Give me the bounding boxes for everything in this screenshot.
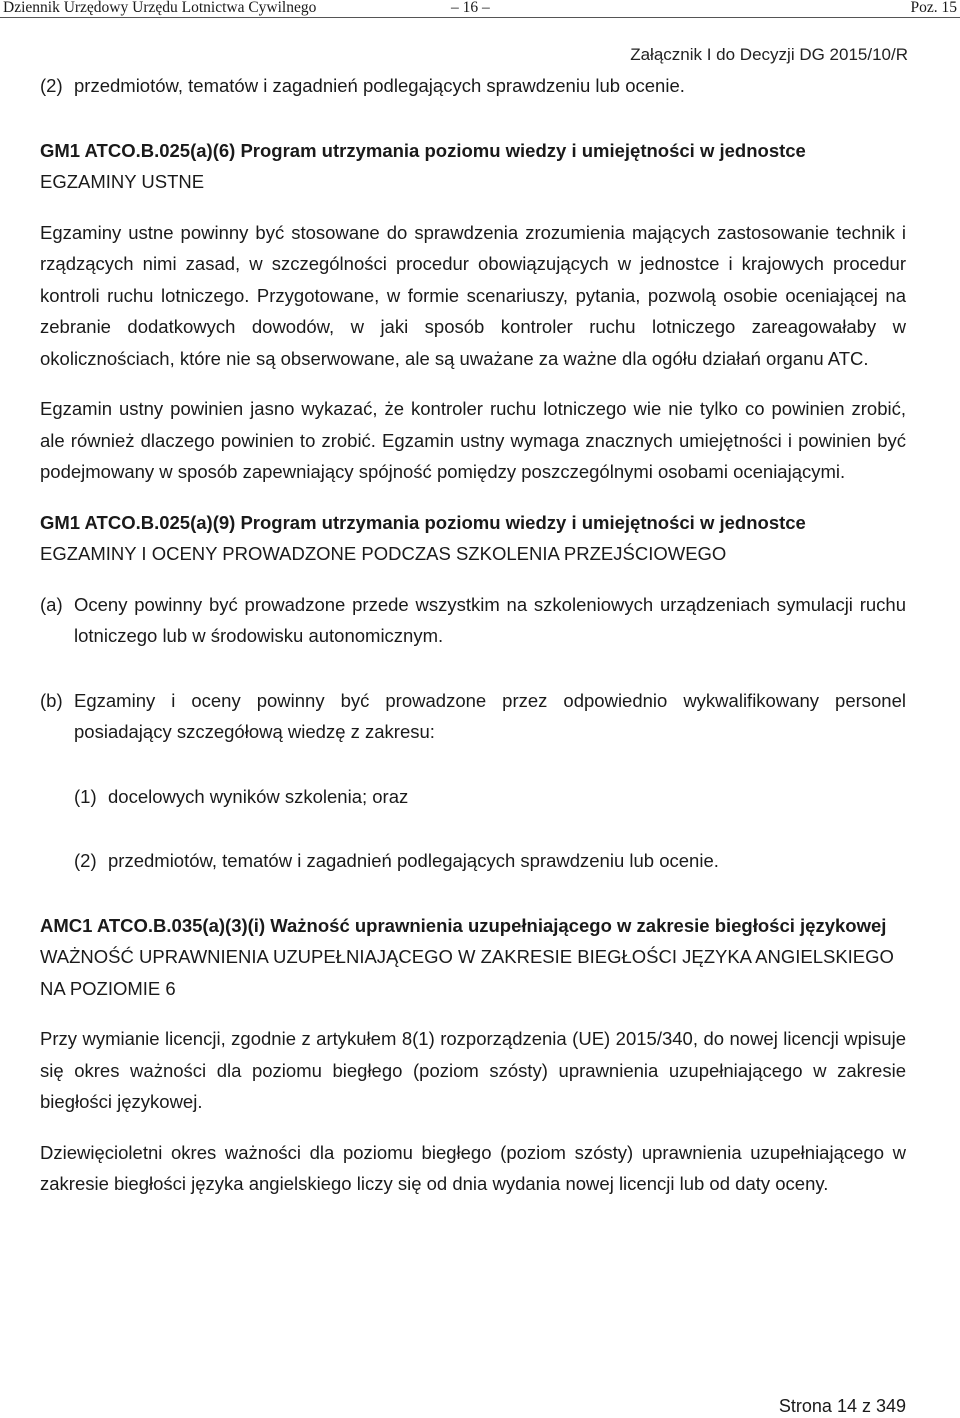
paragraph: Egzamin ustny powinien jasno wykazać, że kontroler ruchu lotniczego wie nie tylko co powinien zrobić, ale również dlaczego powinien to zrobić. Egzamin ustny wymaga znacznych umiejętności i powinien być podejmowany w sposób zapewniający spójność pomiędzy poszczególnymi osobami oceniającymi. [40,398,906,482]
gazette-position: Poz. 15 [910,0,957,16]
list-item-label: (2) [74,850,97,871]
list-item-label: (b) [40,689,63,711]
list-item [40,589,906,652]
paragraph: Przy wymianie licencji, zgodnie z artykułem 8(1) rozporządzenia (UE) 2015/340, do nowej licencji wpisuje się okres ważności dla poziomu biegłego (poziom szósty) uprawnienia uzupełniającego w zakresie biegłości językowej. [40,1028,906,1112]
section-subheading: WAŻNOŚĆ UPRAWNIENIA UZUPEŁNIAJĄCEGO W ZAKRESIE BIEGŁOŚCI JĘZYKA ANGIELSKIEGO NA POZIOMIE 6 [40,946,894,999]
sub-list-item [40,845,906,877]
gazette-title: Dziennik Urzędowy Urzędu Lotnictwa Cywilnego [3,0,317,16]
carryover-list-item [40,70,906,102]
paragraph: Dziewięcioletni okres ważności dla poziomu biegłego (poziom szósty) uprawnienia uzupełniającego w zakresie biegłości języka angielskiego liczy się od dnia wydania nowej licencji lub od daty oceny. [40,1141,906,1194]
section-subheading: EGZAMINY USTNE [40,171,205,192]
section-heading: GM1 ATCO.B.025(a)(9) Program utrzymania poziomu wiedzy i umiejętności w jednostce [40,511,806,533]
gazette-header [0,0,960,18]
list-item-label: (a) [40,593,63,615]
list-item-label: (2) [40,75,63,96]
list-item-text: przedmiotów, tematów i zagadnień podlegających sprawdzeniu lub ocenie. [108,850,719,871]
document-body [40,70,906,1200]
header-rule [0,17,960,18]
list-item-text: docelowych wyników szkolenia; oraz [108,785,409,807]
paragraph: Egzaminy ustne powinny być stosowane do sprawdzenia zrozumienia mających zastosowanie technik i rządzących nimi zasad, w szczególności procedur obowiązujących w jednostce i krajowych procedur kontroli ruchu lotniczego. Przygotowane, w formie scenariuszy, pytania, pozwolą osobie oceniającej na zebranie dodatkowych dowodów, w jaki sposób kontroler ruchu lotniczego zareagowałaby w okolicznościach, które nie są obserwowane, ale są uważane za ważne dla ogółu działań organu ATC. [40,221,906,369]
section-heading: GM1 ATCO.B.025(a)(6) Program utrzymania poziomu wiedzy i umiejętności w jednostce [40,139,806,161]
list-item-text: Oceny powinny być prowadzone przede wszystkim na szkoleniowych urządzeniach symulacji ruchu lotniczego lub w środowisku autonomicznym. [74,593,906,646]
list-item [40,685,906,748]
list-item-text: przedmiotów, tematów i zagadnień podlegających sprawdzeniu lub ocenie. [74,75,685,96]
list-item-label: (1) [74,785,97,807]
sub-list-item [40,781,906,813]
page-footer: Strona 14 z 349 [778,1396,906,1416]
gazette-page-number: – 16 – [451,0,490,16]
annex-reference: Załącznik I do Decyzji DG 2015/10/R [630,45,908,64]
list-item-text: Egzaminy i oceny powinny być prowadzone przez odpowiednio wykwalifikowany personel posiadający szczegółową wiedzę z zakresu: [74,689,906,742]
section-heading: AMC1 ATCO.B.035(a)(3)(i) Ważność uprawnienia uzupełniającego w zakresie biegłości językowej [40,914,887,936]
section-subheading: EGZAMINY I OCENY PROWADZONE PODCZAS SZKOLENIA PRZEJŚCIOWEGO [40,543,727,564]
